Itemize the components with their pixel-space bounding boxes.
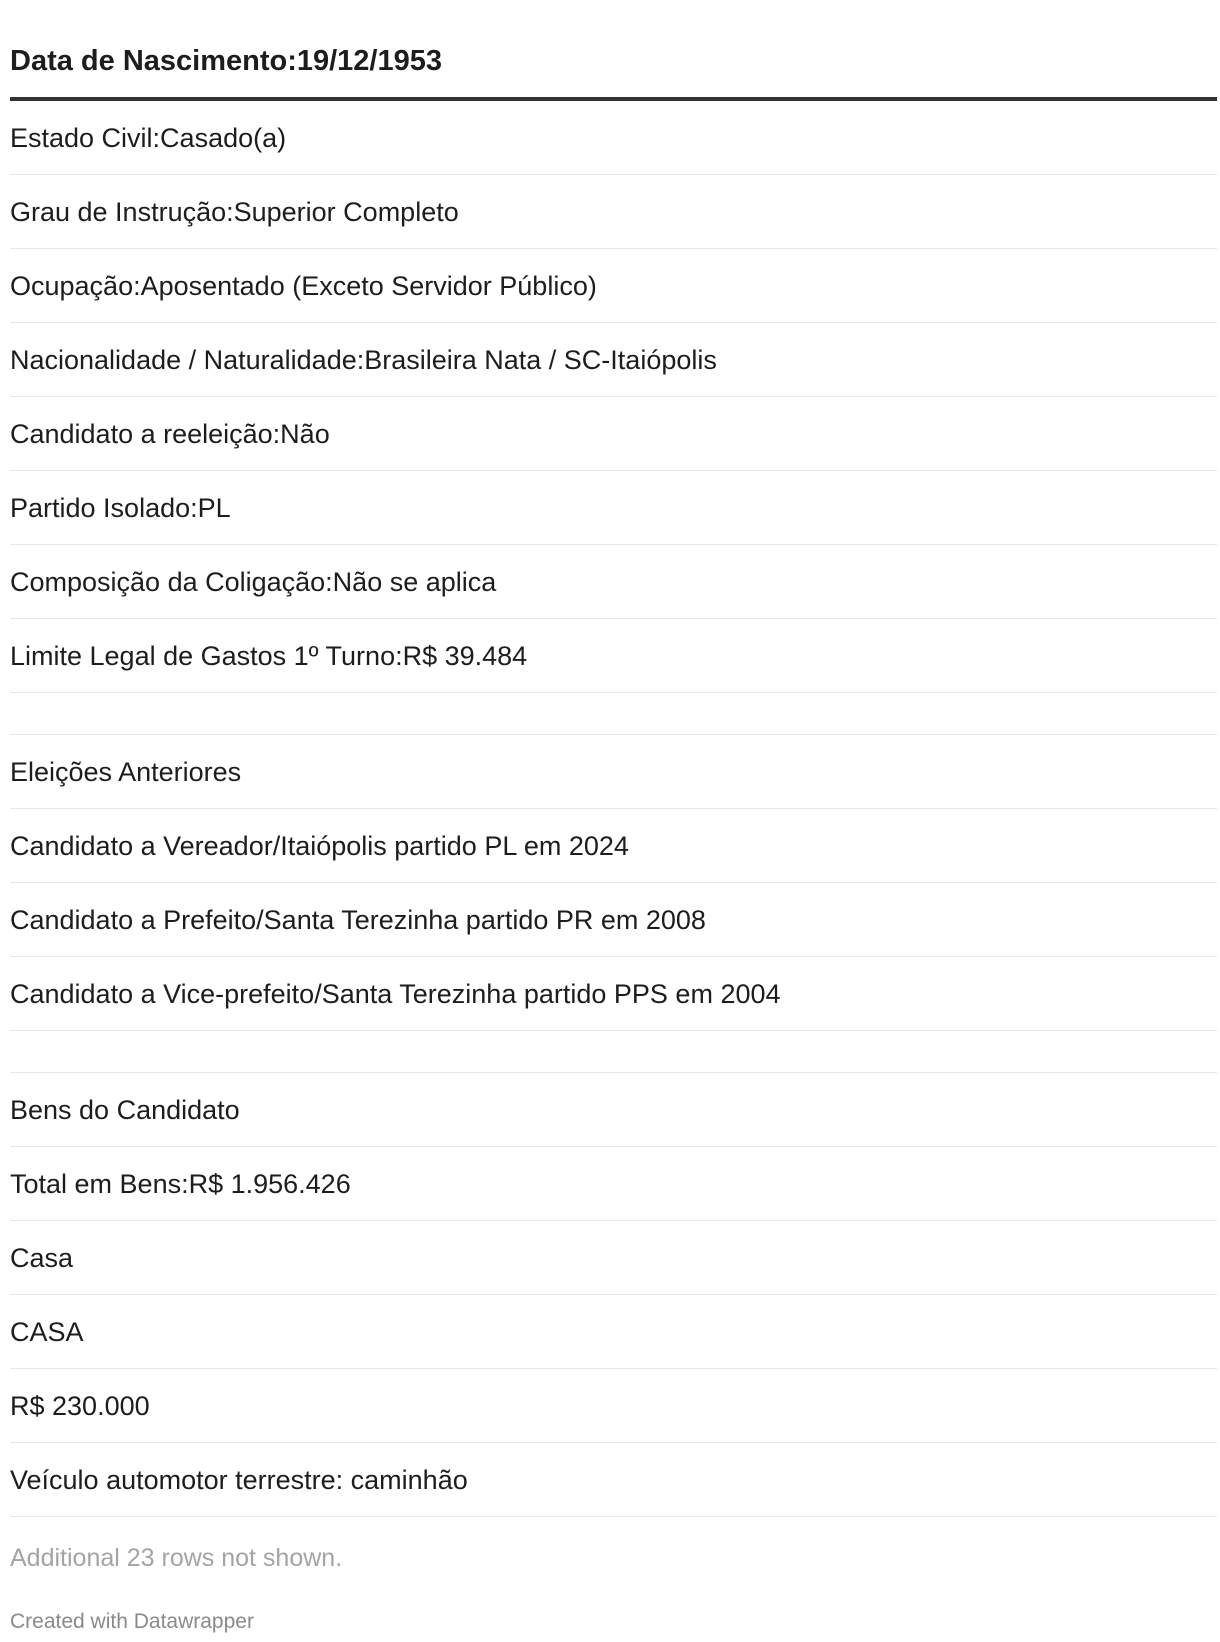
- table-row: Ocupação:Aposentado (Exceto Servidor Público): [10, 249, 1217, 323]
- table-row: R$ 230.000: [10, 1369, 1217, 1443]
- table-row: Nacionalidade / Naturalidade:Brasileira Nata / SC-Itaiópolis: [10, 323, 1217, 397]
- datawrapper-credit: Created with Datawrapper: [10, 1610, 254, 1633]
- table-row: Partido Isolado:PL: [10, 471, 1217, 545]
- table-row: Veículo automotor terrestre: caminhão: [10, 1443, 1217, 1517]
- table-row-section-previous-elections: Eleições Anteriores: [10, 735, 1217, 809]
- table-row: Grau de Instrução:Superior Completo: [10, 175, 1217, 249]
- table-header-label: Data de Nascimento:19/12/1953: [10, 45, 442, 77]
- table-row-section-assets: Bens do Candidato: [10, 1073, 1217, 1147]
- table-row: Candidato a Prefeito/Santa Terezinha partido PR em 2008: [10, 883, 1217, 957]
- data-table: [10, 0, 1217, 1635]
- table-row: Casa: [10, 1221, 1217, 1295]
- table-row: Estado Civil:Casado(a): [10, 101, 1217, 175]
- rows-not-shown-note: Additional 23 rows not shown.: [10, 1544, 343, 1572]
- table-row-empty: [10, 693, 1217, 735]
- table-header: [10, 0, 1217, 101]
- table-row: CASA: [10, 1295, 1217, 1369]
- table-body: [10, 101, 1217, 1517]
- table-row: Candidato a Vice-prefeito/Santa Terezinha partido PPS em 2004: [10, 957, 1217, 1031]
- table-row: Candidato a reeleição:Não: [10, 397, 1217, 471]
- table-row: Limite Legal de Gastos 1º Turno:R$ 39.484: [10, 619, 1217, 693]
- table-row: Candidato a Vereador/Itaiópolis partido PL em 2024: [10, 809, 1217, 883]
- table-row-empty: [10, 1031, 1217, 1073]
- table-row: Composição da Coligação:Não se aplica: [10, 545, 1217, 619]
- table-row: Total em Bens:R$ 1.956.426: [10, 1147, 1217, 1221]
